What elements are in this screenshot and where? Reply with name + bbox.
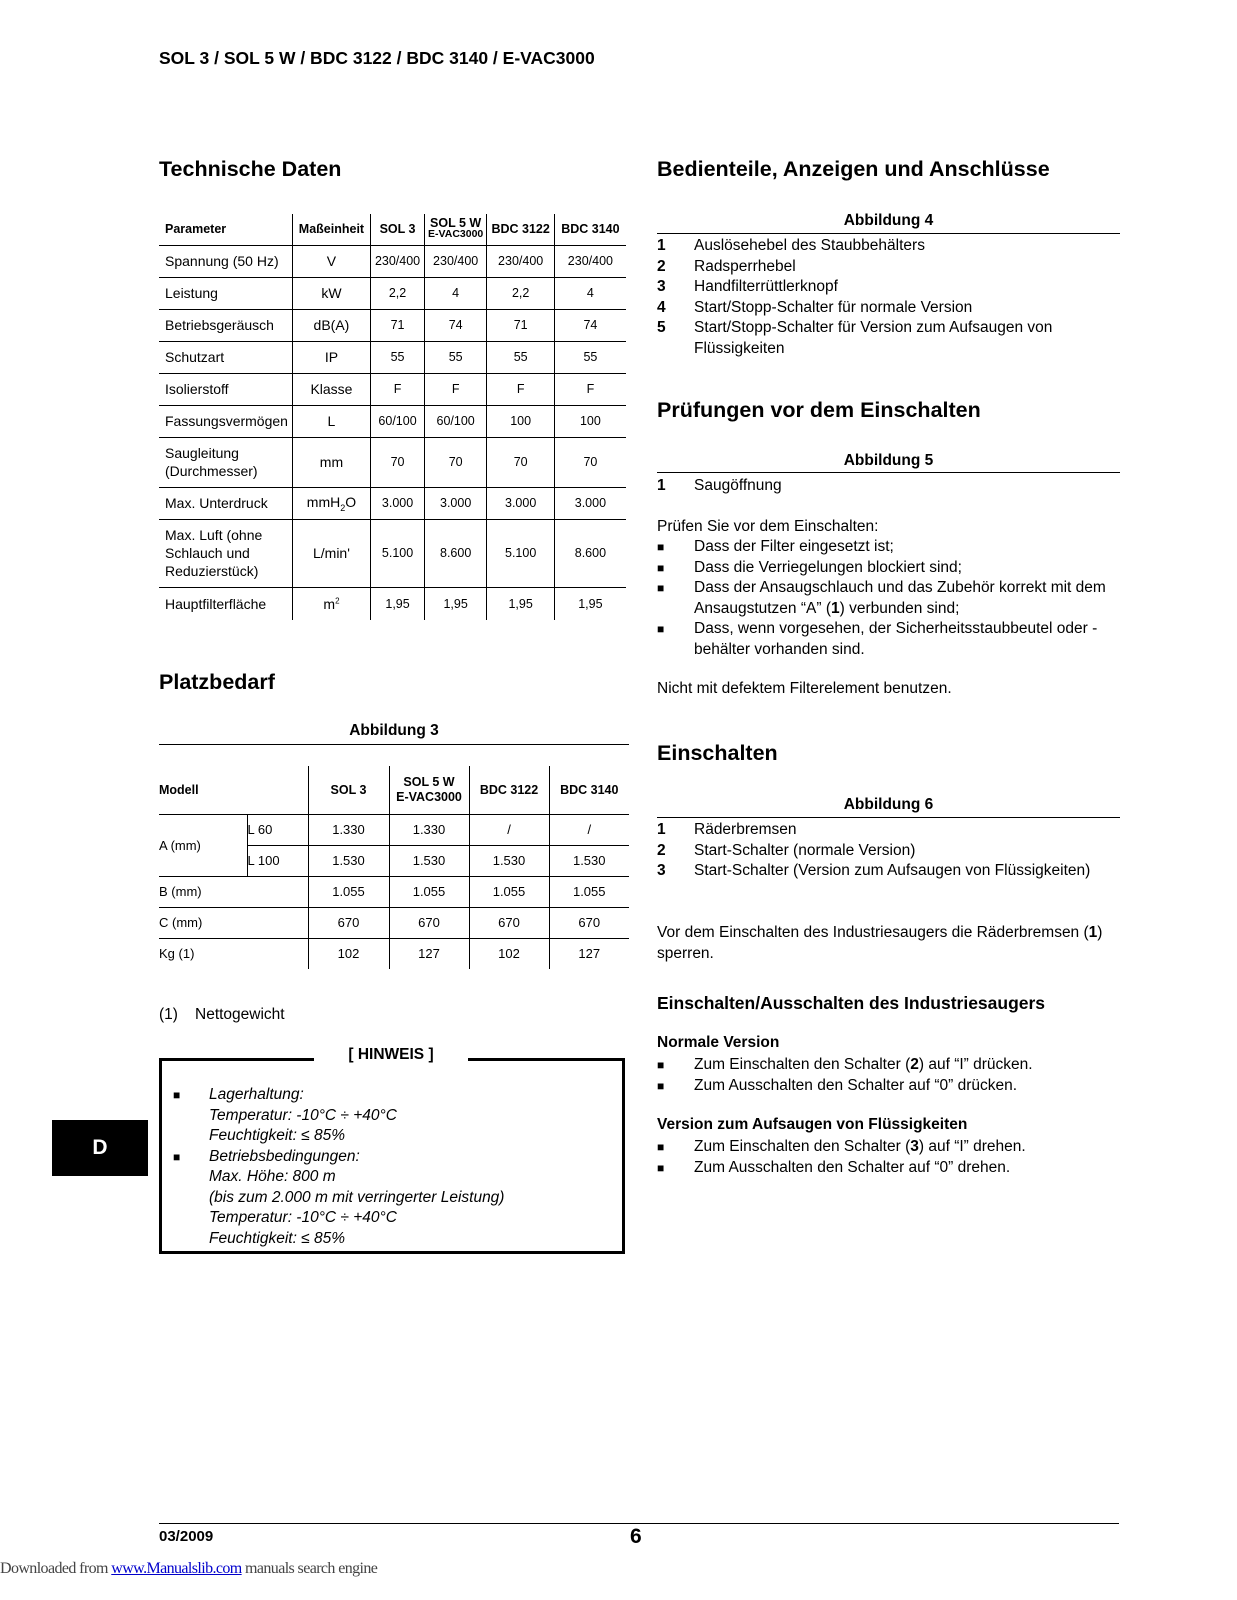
checks-list (657, 537, 1120, 660)
row-unit (292, 487, 370, 519)
list-item (657, 558, 1120, 579)
fig6-rule (657, 817, 1120, 818)
cell: F (425, 373, 487, 405)
fig5-rule (657, 472, 1120, 473)
normal-version-heading: Normale Version (657, 1034, 780, 1051)
cell: 1.330 (389, 814, 469, 845)
bullet-icon: ■ (657, 1058, 665, 1072)
cell: 1.055 (469, 876, 549, 907)
list-item (657, 861, 1120, 882)
cell: 1.055 (549, 876, 629, 907)
bullet-icon: ■ (657, 540, 665, 554)
cell: 1.055 (389, 876, 469, 907)
item-text: Start-Schalter (normale Version) (694, 841, 916, 859)
item-text: Dass der Ansaugschlauch und das Zubehör korrekt mit dem Ansaugstutzen “A” ( (694, 579, 1106, 617)
item-text: Zum Ausschalten den Schalter auf “0” drehen. (694, 1158, 1011, 1176)
unit-main: m (323, 595, 336, 612)
th-parameter: Parameter (159, 214, 292, 245)
list-item (657, 1158, 1120, 1179)
cell: 55 (555, 341, 626, 373)
list-item (657, 298, 1120, 319)
bullet-icon: ■ (657, 581, 665, 595)
notice-line: Max. Höhe: 800 m (209, 1168, 336, 1185)
fig4-label: Abbildung 4 (843, 212, 934, 229)
cell: 1.530 (308, 845, 389, 876)
fig5-list (657, 476, 1120, 497)
table-row (159, 341, 626, 373)
list-item (657, 236, 1120, 257)
th-sol5w: SOL 5 W (403, 774, 455, 789)
cell: 5.100 (487, 519, 555, 587)
footer-date: 03/2009 (159, 1528, 214, 1545)
cell: 1.330 (308, 814, 389, 845)
row-label: Max. Luft (ohne Schlauch und Reduzierstück) (159, 519, 292, 587)
cell: F (370, 373, 424, 405)
unit-main: mmH (306, 493, 341, 510)
fig5-label: Abbildung 5 (843, 452, 934, 469)
kg-label: Kg (1) (159, 938, 308, 969)
space-heading: Platzbedarf (159, 670, 275, 694)
table-row (159, 519, 626, 587)
cell: 1,95 (487, 587, 555, 620)
space-table (159, 766, 629, 969)
item-text-end: ) auf “I” drehen. (918, 1138, 1026, 1155)
item-number: 2 (657, 257, 666, 275)
cell: 100 (555, 405, 626, 437)
normal-list (657, 1055, 1120, 1096)
fig6-list (657, 820, 1120, 882)
list-item (657, 1055, 1120, 1076)
cell: 1.530 (389, 845, 469, 876)
download-note (0, 1560, 377, 1578)
th-bdc3140: BDC 3140 (555, 214, 626, 245)
onoff-heading: Einschalten/Ausschalten des Industriesaugers (657, 993, 1046, 1013)
table-row (159, 373, 626, 405)
cell: 3.000 (425, 487, 487, 519)
item-text: Saugöffnung (694, 477, 782, 494)
cell: 3.000 (555, 487, 626, 519)
cell: 1.530 (549, 845, 629, 876)
item-text: Start-Schalter (Version zum Aufsaugen von Flüssigkeiten) (694, 862, 1091, 879)
cell: 71 (370, 309, 424, 341)
item-text-end: ) verbunden sind; (839, 599, 960, 617)
unit-sup: 2 (335, 596, 340, 606)
table-row (159, 938, 629, 969)
l100-label: L 100 (247, 845, 308, 876)
cell: 60/100 (370, 405, 424, 437)
cell: 230/400 (425, 245, 487, 277)
row-label: Spannung (50 Hz) (159, 245, 292, 277)
cell: 70 (555, 437, 626, 487)
th-bdc3140: BDC 3140 (549, 766, 629, 814)
cell: 60/100 (425, 405, 487, 437)
table-row (159, 876, 629, 907)
liquid-list (657, 1137, 1120, 1178)
th-unit: Maßeinheit (292, 214, 370, 245)
checks-warning: Nicht mit defektem Filterelement benutzen. (657, 680, 952, 697)
bullet-icon: ■ (173, 1149, 181, 1164)
language-tab: D (52, 1120, 148, 1176)
cell: 100 (487, 405, 555, 437)
row-label: Schutzart (159, 341, 292, 373)
switchon-heading: Einschalten (657, 741, 778, 765)
th-modell: Modell (159, 766, 308, 814)
footnote (159, 1006, 285, 1024)
th-bdc3122: BDC 3122 (487, 214, 555, 245)
checks-intro: Prüfen Sie vor dem Einschalten: (657, 518, 879, 535)
row-label: Fassungsvermögen (159, 405, 292, 437)
document-header-title: SOL 3 / SOL 5 W / BDC 3122 / BDC 3140 / E-VAC3000 (159, 48, 595, 68)
a-label: A (mm) (159, 814, 247, 876)
item-ref: 2 (910, 1056, 919, 1073)
table-row (159, 487, 626, 519)
list-item (657, 820, 1120, 841)
th-bdc3122: BDC 3122 (469, 766, 549, 814)
cell: 670 (549, 907, 629, 938)
cell: 55 (487, 341, 555, 373)
th-evac3000: E-VAC3000 (428, 228, 484, 241)
th-sol5w-evac (425, 214, 487, 245)
cell: 70 (425, 437, 487, 487)
table-row (159, 309, 626, 341)
cell: 74 (425, 309, 487, 341)
fig3-label: Abbildung 3 (349, 722, 439, 739)
footnote-number: (1) (159, 1006, 178, 1023)
cell: 70 (370, 437, 424, 487)
item-text: Radsperrhebel (694, 257, 796, 275)
item-number: 3 (657, 278, 666, 295)
fig4-list (657, 236, 1120, 359)
cell: 5.100 (370, 519, 424, 587)
table-row (159, 587, 626, 620)
notice-line: Temperatur: -10°C ÷ +40°C (209, 1106, 397, 1124)
item-text: Dass die Verriegelungen blockiert sind; (694, 558, 962, 576)
row-unit: IP (292, 341, 370, 373)
row-label: Leistung (159, 277, 292, 309)
item-number: 1 (657, 477, 666, 494)
list-item (657, 318, 1120, 359)
list-item (657, 476, 1120, 497)
cell: / (469, 814, 549, 845)
th-sol5w: SOL 5 W (430, 216, 482, 231)
cell: 230/400 (487, 245, 555, 277)
row-unit: Klasse (292, 373, 370, 405)
table-row (159, 245, 626, 277)
item-number: 5 (657, 319, 666, 336)
list-item (657, 1076, 1120, 1097)
cell: 670 (469, 907, 549, 938)
l60-label: L 60 (247, 814, 308, 845)
cell: 8.600 (425, 519, 487, 587)
cell: 1.055 (308, 876, 389, 907)
cell: F (555, 373, 626, 405)
item-text: Auslösehebel des Staubbehälters (694, 237, 925, 254)
row-label: Betriebsgeräusch (159, 309, 292, 341)
tech-data-table (159, 214, 626, 620)
item-number: 1 (657, 237, 666, 254)
item-text: Start/Stopp-Schalter für normale Version (694, 298, 973, 316)
bullet-icon: ■ (657, 1140, 665, 1154)
item-text: Zum Ausschalten den Schalter auf “0” drücken. (694, 1076, 1018, 1094)
table-row (159, 277, 626, 309)
item-text: Zum Einschalten den Schalter ( (694, 1138, 911, 1155)
item-text: Räderbremsen (694, 821, 797, 838)
fig3-rule (159, 744, 629, 745)
cell: 74 (555, 309, 626, 341)
item-text: Handfilterrüttlerknopf (694, 278, 838, 295)
list-item (657, 1137, 1120, 1158)
fig4-rule (657, 233, 1120, 234)
cell: 70 (487, 437, 555, 487)
row-unit: V (292, 245, 370, 277)
cell: 71 (487, 309, 555, 341)
unit-sub: 2 (340, 502, 346, 513)
row-unit: L/min' (292, 519, 370, 587)
row-label: Max. Unterdruck (159, 487, 292, 519)
footnote-text: Nettogewicht (195, 1006, 285, 1023)
item-text: Start/Stopp-Schalter für Version zum Aufsaugen von Flüssigkeiten (694, 319, 1053, 357)
cell: 670 (389, 907, 469, 938)
th-sol5w-evac (389, 766, 469, 814)
cell: 3.000 (370, 487, 424, 519)
footer-rule (159, 1523, 1119, 1524)
table-row (159, 907, 629, 938)
space-header-row (159, 766, 629, 814)
row-unit: kW (292, 277, 370, 309)
table-row (159, 405, 626, 437)
cell: 1,95 (370, 587, 424, 620)
th-sol3: SOL 3 (308, 766, 389, 814)
cell: 4 (555, 277, 626, 309)
list-item (657, 841, 1120, 862)
list-item (657, 257, 1120, 278)
cell: 1,95 (425, 587, 487, 620)
notice-line: Betriebsbedingungen: (209, 1147, 360, 1165)
cell: 1.530 (469, 845, 549, 876)
bullet-icon: ■ (657, 560, 665, 575)
cell: 4 (425, 277, 487, 309)
row-unit: mm (292, 437, 370, 487)
tech-table-header-row (159, 214, 626, 245)
liquid-version-heading: Version zum Aufsaugen von Flüssigkeiten (657, 1116, 968, 1133)
b-label: B (mm) (159, 876, 308, 907)
cell: 230/400 (370, 245, 424, 277)
cell: 2,2 (487, 277, 555, 309)
cell: 102 (308, 938, 389, 969)
item-number: 2 (657, 841, 666, 859)
para-text: Vor dem Einschalten des Industriesaugers die Räderbremsen ( (657, 924, 1089, 941)
item-text: Zum Einschalten den Schalter ( (694, 1056, 911, 1073)
cell: F (487, 373, 555, 405)
row-unit: dB(A) (292, 309, 370, 341)
para-text-end: ) sperren. (657, 924, 1103, 962)
bullet-icon: ■ (657, 1160, 665, 1175)
bullet-icon: ■ (173, 1088, 181, 1102)
fig6-label: Abbildung 6 (843, 796, 934, 813)
notice-line: Temperatur: -10°C ÷ +40°C (209, 1209, 397, 1226)
row-label: Saugleitung (Durchmesser) (159, 437, 292, 487)
list-item (657, 619, 1120, 660)
tech-data-heading: Technische Daten (159, 157, 342, 181)
page-number: 6 (630, 1525, 642, 1548)
row-label: Isolierstoff (159, 373, 292, 405)
bullet-icon: ■ (657, 1078, 665, 1093)
cell: 2,2 (370, 277, 424, 309)
notice-operating (173, 1147, 504, 1250)
cell: 8.600 (555, 519, 626, 587)
para-ref: 1 (1088, 924, 1098, 941)
row-label: Hauptfilterfläche (159, 587, 292, 620)
checks-heading: Prüfungen vor dem Einschalten (657, 398, 981, 422)
list-item (657, 578, 1120, 619)
cell: 1,95 (555, 587, 626, 620)
notice-body (173, 1085, 504, 1249)
list-item (657, 277, 1120, 298)
notice-line: (bis zum 2.000 m mit verringerter Leistung) (209, 1188, 505, 1206)
notice-storage (173, 1085, 504, 1147)
list-item (657, 537, 1120, 558)
item-ref: 3 (910, 1138, 919, 1155)
item-ref: 1 (830, 599, 840, 617)
th-sol3: SOL 3 (370, 214, 424, 245)
item-number: 3 (657, 862, 666, 879)
table-row (159, 814, 629, 845)
table-row (159, 437, 626, 487)
manualslib-link[interactable]: www.Manualslib.com (111, 1560, 242, 1577)
bullet-icon: ■ (657, 622, 665, 636)
controls-heading: Bedienteile, Anzeigen und Anschlüsse (657, 157, 1050, 181)
notice-line: Feuchtigkeit: ≤ 85% (209, 1127, 346, 1144)
notice-title: [ HINWEIS ] (348, 1046, 434, 1063)
cell: 55 (370, 341, 424, 373)
download-suffix: manuals search engine (241, 1560, 378, 1577)
cell: 230/400 (555, 245, 626, 277)
cell: 3.000 (487, 487, 555, 519)
item-number: 4 (657, 298, 666, 316)
cell: / (549, 814, 629, 845)
item-number: 1 (657, 821, 666, 838)
cell: 127 (389, 938, 469, 969)
notice-line: Feuchtigkeit: ≤ 85% (209, 1229, 346, 1247)
c-label: C (mm) (159, 907, 308, 938)
cell: 127 (549, 938, 629, 969)
unit-end: O (345, 493, 357, 510)
cell: 102 (469, 938, 549, 969)
th-evac3000: E-VAC3000 (396, 789, 462, 804)
cell: 670 (308, 907, 389, 938)
item-text: Dass, wenn vorgesehen, der Sicherheitsstaubbeutel oder -behälter vorhanden sind. (694, 620, 1098, 658)
item-text-end: ) auf “I” drücken. (918, 1056, 1033, 1073)
row-unit: L (292, 405, 370, 437)
notice-line: Lagerhaltung: (209, 1086, 304, 1103)
download-prefix: Downloaded from (0, 1560, 112, 1577)
row-unit (292, 587, 370, 620)
cell: 55 (425, 341, 487, 373)
switchon-paragraph (657, 923, 1120, 964)
item-text: Dass der Filter eingesetzt ist; (694, 538, 894, 555)
